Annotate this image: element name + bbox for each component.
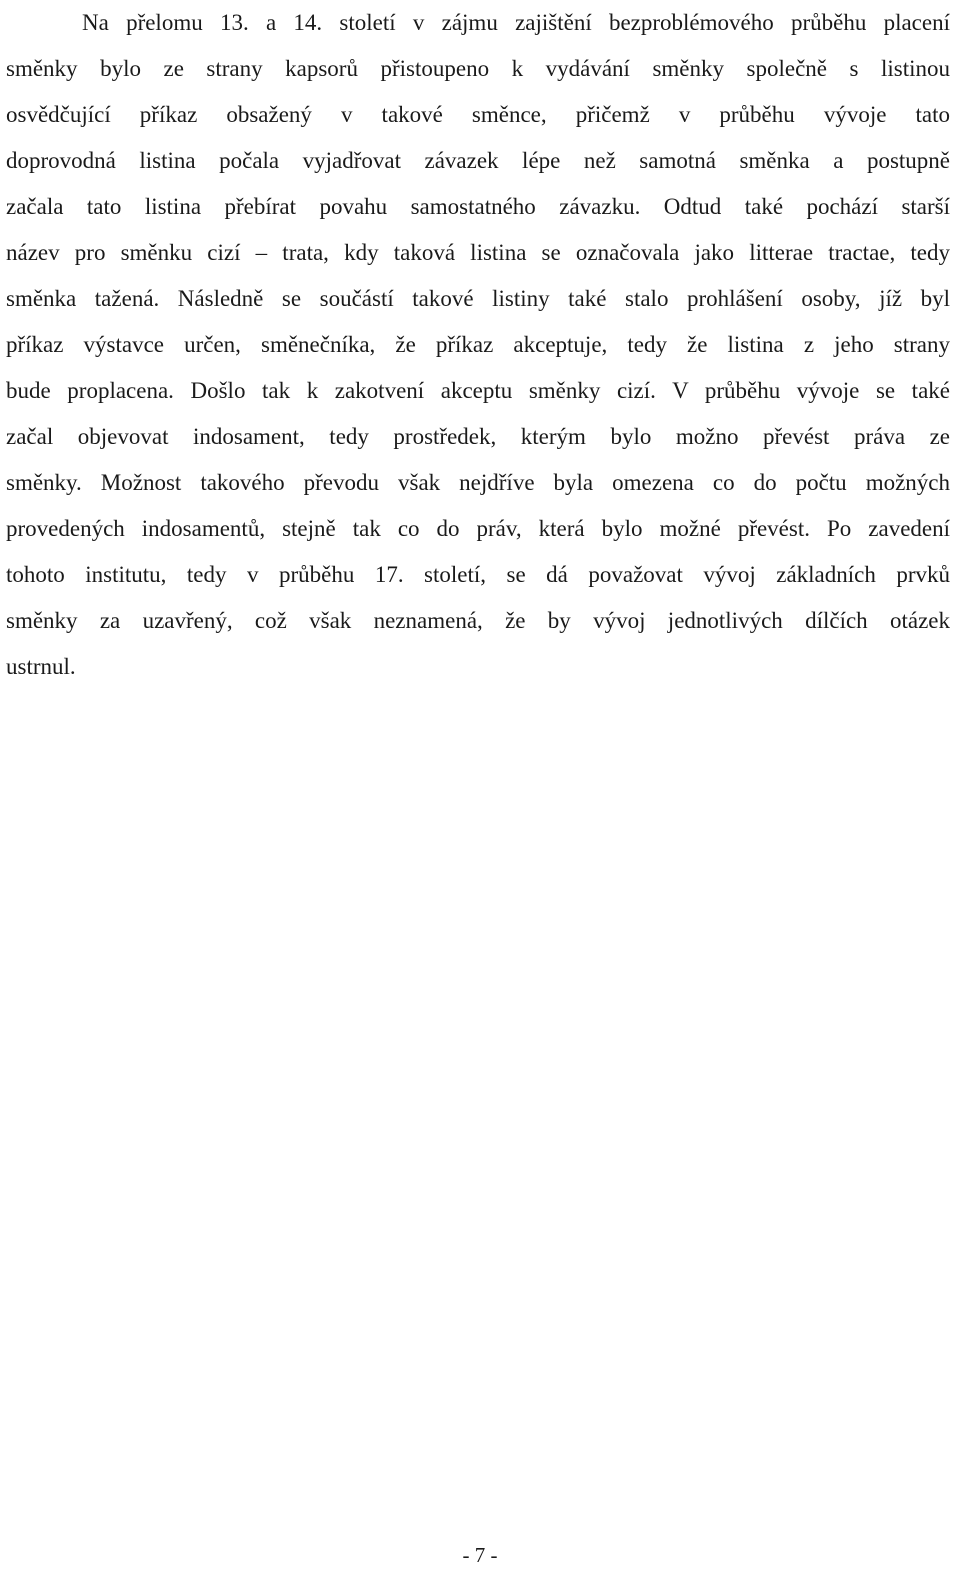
paragraph-line: osvědčující příkaz obsažený v takové směnce, přičemž v průběhu vývoje tato xyxy=(6,102,950,127)
paragraph-line: směnky bylo ze strany kapsorů přistoupeno k vydávání směnky společně s listinou xyxy=(6,56,950,81)
paragraph-line: směnky. Možnost takového převodu však nejdříve byla omezena co do počtu možných xyxy=(6,470,950,495)
paragraph-line: začala tato listina přebírat povahu samostatného závazku. Odtud také pochází starší xyxy=(6,194,950,219)
paragraph-line: název pro směnku cizí – trata, kdy taková listina se označovala jako litterae tractae, tedy xyxy=(6,240,950,265)
page-number: - 7 - xyxy=(462,1543,498,1567)
paragraph-line: provedených indosamentů, stejně tak co do práv, která bylo možné převést. Po zavedení xyxy=(6,516,950,541)
paragraph-line: Na přelomu 13. a 14. století v zájmu zajištění bezproblémového průběhu placení xyxy=(82,10,950,35)
paragraph-line: začal objevovat indosament, tedy prostředek, kterým bylo možno převést práva ze xyxy=(6,424,950,449)
paragraph-line: směnky za uzavřený, což však neznamená, že by vývoj jednotlivých dílčích otázek xyxy=(6,608,950,633)
paragraph-line: bude proplacena. Došlo tak k zakotvení akceptu směnky cizí. V průběhu vývoje se také xyxy=(6,378,950,403)
paragraph-line: ustrnul. xyxy=(6,654,76,679)
paragraph-line: směnka tažená. Následně se součástí takové listiny také stalo prohlášení osoby, jíž byl xyxy=(6,286,950,311)
paragraph-line: doprovodná listina počala vyjadřovat závazek lépe než samotná směnka a postupně xyxy=(6,148,950,173)
paragraph-line: příkaz výstavce určen, směnečníka, že příkaz akceptuje, tedy že listina z jeho strany xyxy=(6,332,950,357)
body-paragraph xyxy=(6,0,950,690)
paragraph-line: tohoto institutu, tedy v průběhu 17. století, se dá považovat vývoj základních prvků xyxy=(6,562,950,587)
